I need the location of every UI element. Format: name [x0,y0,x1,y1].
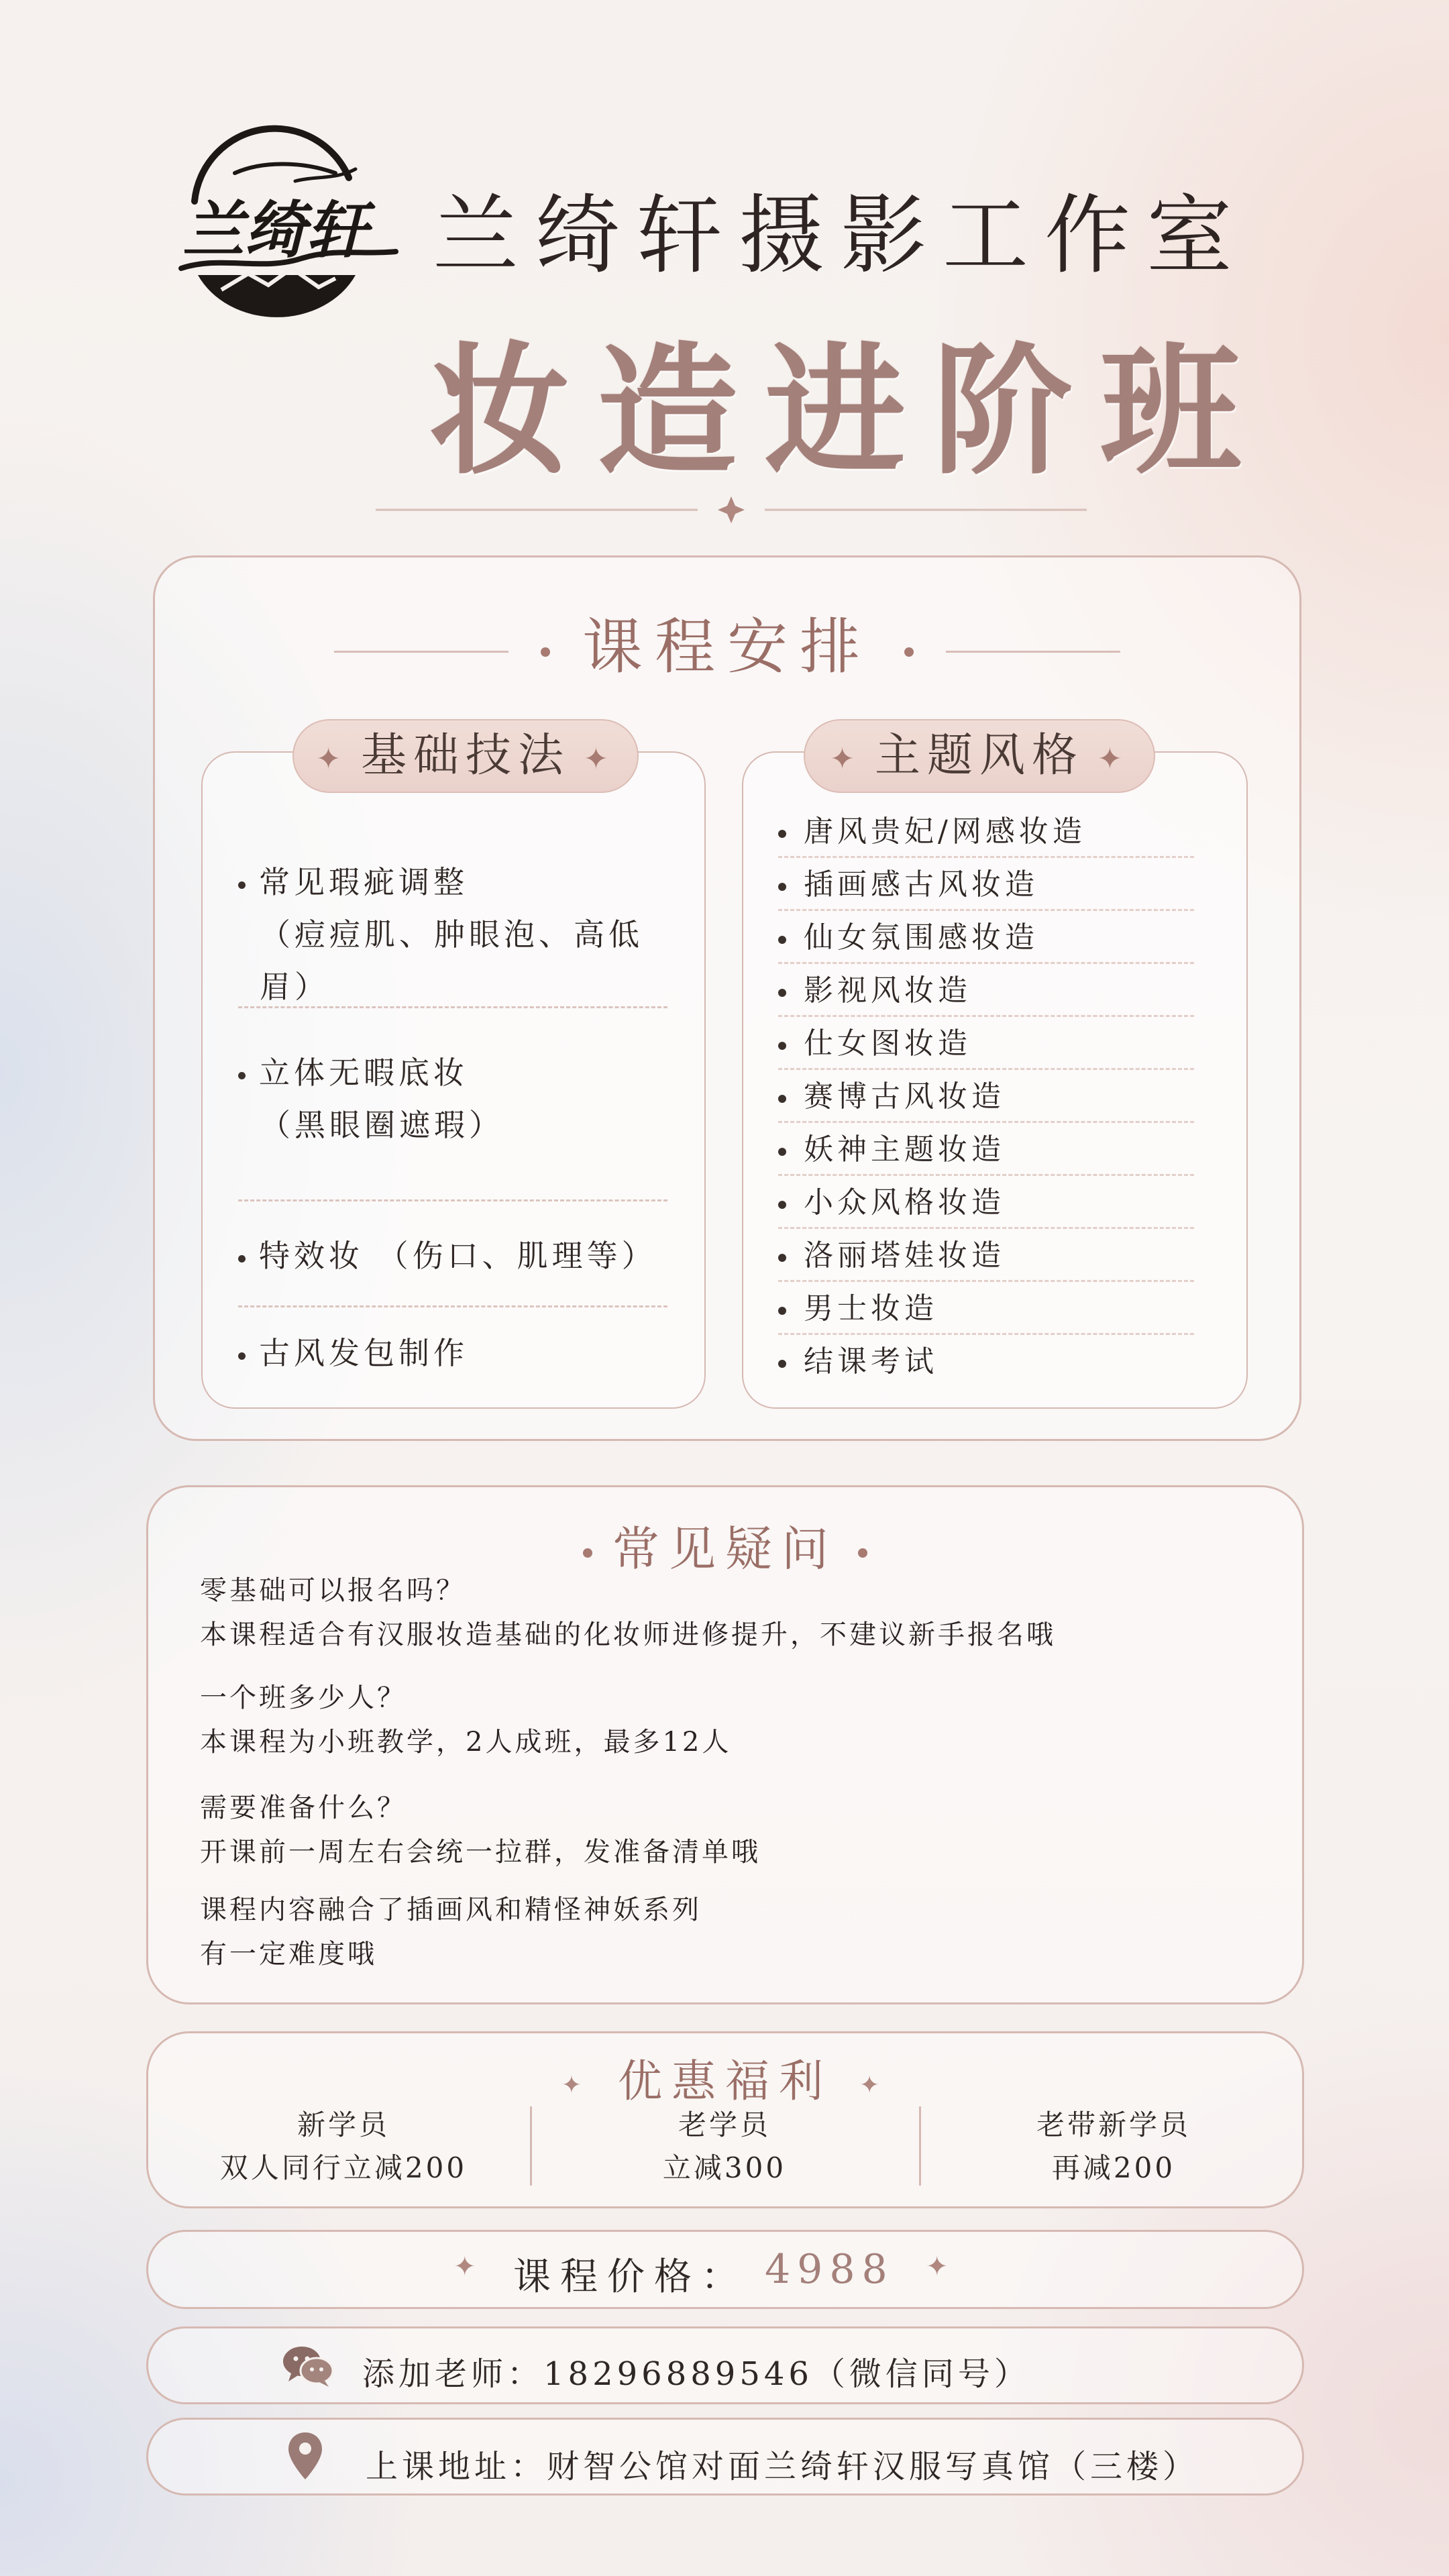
faq-answer: 本课程为小班教学，2人成班，最多12人 [200,1727,732,1758]
basic-divider [238,1006,667,1008]
list-item: 插画感古风妆造 [778,858,1194,911]
theme-label: 主题风格 [874,729,1084,782]
basic-label: 基础技法 [360,729,570,782]
studio-logo [134,114,402,342]
list-item: 仕女图妆造 [778,1017,1194,1070]
benefit-referral: 老带新学员 再减200 [1036,2108,1191,2184]
basic-divider [238,1199,667,1201]
list-item: 妖神主题妆造 [778,1123,1194,1176]
course-title: 妆造进阶班 [429,328,1269,494]
location-pin-icon [287,2431,323,2481]
faq-title: 常见疑问 [612,1521,838,1576]
list-item: 洛丽塔娃妆造 [778,1229,1194,1282]
schedule-heading [155,598,1299,685]
faq-question: 一个班多少人？ [200,1682,407,1713]
basic-item: 立体无暇底妆 （黑眼圈遮瑕） [238,1046,681,1151]
faq-answer: 开课前一周左右会统一拉群，发准备清单哦 [200,1837,761,1868]
list-item: 唐风贵妃/网感妆造 [778,805,1194,858]
benefit-divider [530,2106,532,2186]
benefit-new: 新学员 双人同行立减200 [219,2108,468,2184]
price-label: 课程价格： [513,2255,748,2299]
benefit-old: 老学员 立减300 [662,2108,787,2184]
sparkle-icon: ✦ [926,2251,949,2282]
logo-text: 兰绮轩 [182,194,368,266]
faq-question: 零基础可以报名吗？ [200,1575,466,1606]
list-item: 仙女氛围感妆造 [778,911,1194,964]
sparkle-icon: ✦ [453,2251,476,2282]
schedule-title: 课程安排 [582,612,872,682]
basic-item: 古风发包制作 [238,1327,681,1379]
wechat-icon [282,2344,334,2388]
theme-list [778,805,1194,1388]
benefits-title: 优惠福利 [618,2055,833,2107]
basic-pill: ✦ 基础技法 ✦ [292,719,639,793]
studio-name: 兰绮轩摄影工作室 [433,186,1249,286]
list-item: 男士妆造 [778,1282,1194,1335]
faq-note: 课程内容融合了插画风和精怪神妖系列 [200,1894,702,1925]
faq-heading [148,1511,1302,1579]
benefits-heading: ✦ 优惠福利 ✦ [561,2055,890,2107]
logo-emblem [134,114,402,342]
faq-note: 有一定难度哦 [200,1939,377,1970]
list-item: 赛博古风妆造 [778,1070,1194,1123]
title-divider [376,496,1087,523]
faq-answer: 本课程适合有汉服妆造基础的化妆师进修提升，不建议新手报名哦 [200,1619,1056,1650]
basic-divider [238,1305,667,1307]
teacher-contact: 添加老师：18296889546（微信同号） [362,2355,1030,2393]
benefit-divider [919,2106,921,2186]
faq-question: 需要准备什么？ [200,1792,407,1823]
price-value: 4988 [765,2246,894,2293]
list-item: 结课考试 [778,1335,1194,1388]
basic-item: 特效妆 （伤口、肌理等） [238,1230,681,1282]
theme-pill: ✦ 主题风格 ✦ [804,719,1155,793]
list-item: 小众风格妆造 [778,1176,1194,1229]
address: 上课地址：财智公馆对面兰绮轩汉服写真馆（三楼） [366,2448,1199,2485]
basic-item: 常见瑕疵调整 （痘痘肌、肿眼泡、高低眉） [238,856,681,1013]
list-item: 影视风妆造 [778,964,1194,1017]
